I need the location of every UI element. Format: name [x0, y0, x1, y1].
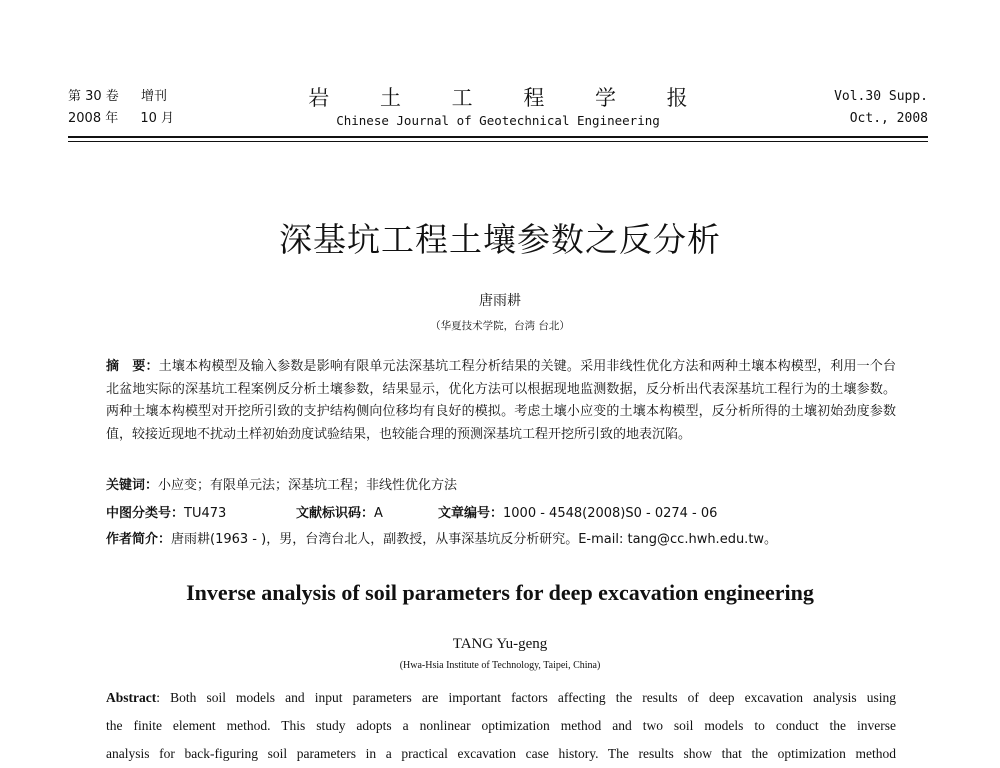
header-rule-thick — [68, 136, 928, 138]
clc-label: 中图分类号： — [106, 506, 185, 521]
paper-title-en: Inverse analysis of soil parameters for deep excavation engineering — [186, 580, 814, 605]
abstract-en — [106, 684, 896, 768]
paper-title-cn: 深基坑工程土壤参数之反分析 — [279, 220, 721, 259]
header-rule-thin — [68, 141, 928, 142]
journal-header — [68, 86, 928, 134]
abstract-cn-text: 土壤本构模型及输入参数是影响有限单元法深基坑工程分析结果的关键。采用非线性优化方法和两种土壤本构模型，利用一个台北盆地实际的深基坑工程案例反分析土壤参数，结果显示，优化方法可以根据现地监测数据，反分析出代表深基坑工程行为的土壤参数。两种土壤本构模型对开挖所引致的支护结构侧向位移均有良好的模拟。考虑土壤小应变的土壤本构模型，反分析所得的土壤初始劲度参数值，较接近现地不扰动土样初始劲度试验结果，也较能合理的预测深基坑工程开挖所引致的地表沉陷。 — [106, 359, 896, 442]
date-en: Oct., 2008 — [849, 111, 928, 126]
month-cn: 10 月 — [140, 111, 175, 126]
author-name-cn: 唐雨耕 — [479, 293, 521, 309]
abstract-cn-label: 摘 要： — [106, 359, 159, 374]
keywords-cn-label: 关键词： — [106, 478, 159, 493]
doc-code-label: 文献标识码： — [296, 506, 375, 521]
volume-en: Vol.30 Supp. — [834, 89, 928, 104]
journal-title-cn: 岩 土 工 程 学 报 — [308, 86, 710, 110]
volume-cn: 第 30 卷 — [68, 89, 119, 104]
abstract-en-line: the finite element method. This study adopts a nonlinear optimization method and two soil models to conduct the inverse — [106, 718, 896, 733]
affiliation-cn: （华夏技术学院，台湾 台北） — [430, 320, 570, 332]
article-number-value: 1000 - 4548(2008)S0 - 0274 - 06 — [503, 506, 718, 521]
classification-line — [106, 502, 896, 521]
author-bio-label: 作者简介： — [106, 532, 172, 547]
year-cn: 2008 年 — [68, 111, 119, 126]
author-bio-text: 唐雨耕(1963 - )，男，台湾台北人，副教授，从事深基坑反分析研究。E-mail: tang@cc.hwh.edu.tw。 — [171, 532, 778, 547]
abstract-en-line: Abstract: Both soil models and input parameters are important factors affecting the results of deep excavation analysis using — [106, 690, 896, 705]
header-right — [834, 86, 928, 130]
journal-title-en: Chinese Journal of Geotechnical Engineering — [336, 113, 660, 128]
clc-value: TU473 — [184, 506, 227, 521]
issue-cn: 增刊 — [140, 89, 167, 104]
abstract-en-label: Abstract — [106, 690, 157, 705]
affiliation-en: (Hwa-Hsia Institute of Technology, Taipei, China) — [399, 660, 601, 671]
author-name-en: TANG Yu-geng — [452, 636, 548, 652]
author-bio — [106, 528, 896, 547]
abstract-en-line: analysis for back-figuring soil parameters in a practical excavation case history. The results show that the optimization method — [106, 746, 896, 761]
doc-code-value: A — [374, 506, 383, 521]
header-center — [68, 86, 928, 131]
keywords-cn-text: 小应变；有限单元法；深基坑工程；非线性优化方法 — [158, 478, 458, 493]
abstract-cn — [106, 356, 896, 446]
keywords-cn — [106, 474, 896, 493]
article-number-label: 文章编号： — [438, 506, 504, 521]
